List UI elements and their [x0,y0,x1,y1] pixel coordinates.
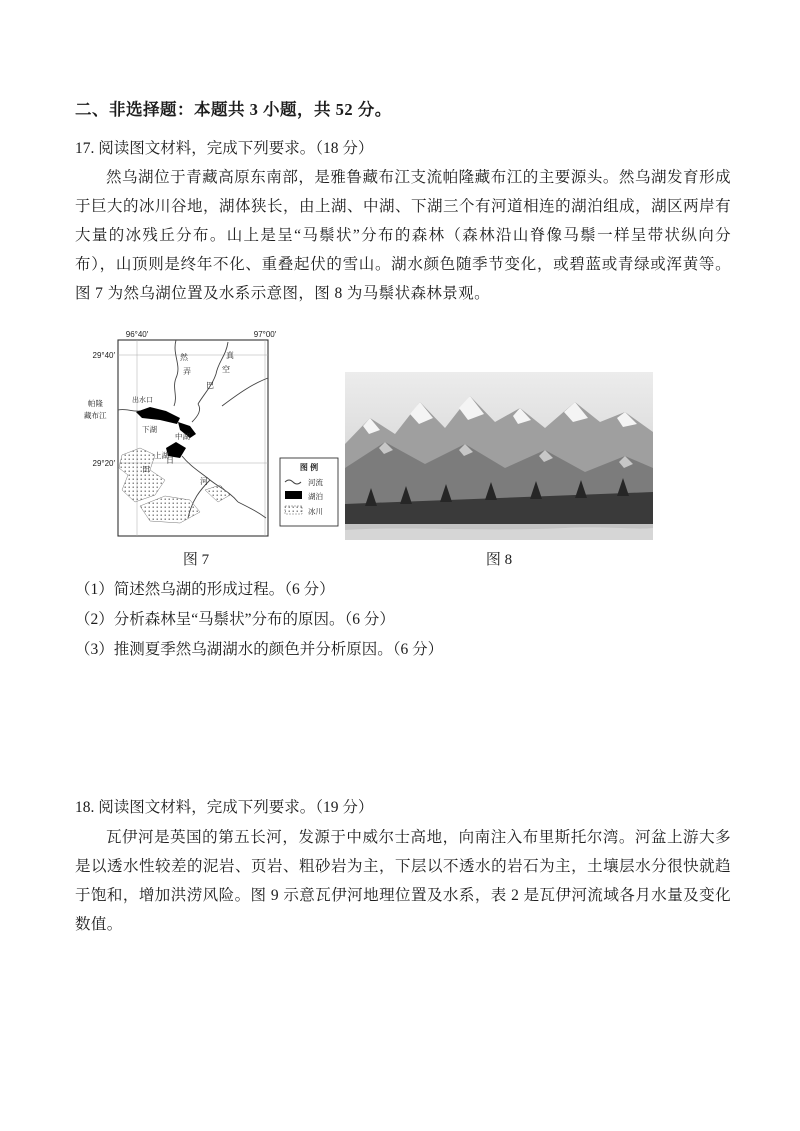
legend-river-symbol [285,480,301,484]
label-nong: 弄 [183,367,191,376]
question-17-subquestions [75,575,735,665]
label-tian: 田 [142,465,150,474]
label-middle-lake: 中湖 [175,432,190,441]
question-18-heading: 18. 阅读图文材料，完成下列要求。（19 分） [75,799,374,816]
legend-glacier-label: 冰川 [308,507,323,516]
coord-left-bottom: 29°20′ [92,459,115,468]
map-glaciers [119,448,230,523]
map-legend [280,458,338,526]
question-17-3: （3）推测夏季然乌湖湖水的颜色并分析原因。（6 分） [75,641,444,658]
coord-top-left: 96°40′ [125,330,149,339]
question-17-passage: 然乌湖位于青藏高原东南部，是雅鲁藏布江支流帕隆藏布江的主要源头。然乌湖发育形成于巨大的冰川谷地，湖体狭长，由上湖、中湖、下湖三个有河道相连的湖泊组成，湖区两岸有大量的冰残丘分布。山上是呈“马鬃状”分布的森林（森林沿山脊像马鬃一样呈带状纵向分布），山顶则是终年不化、重叠起伏的雪山。湖水颜色随季节变化，或碧蓝或青绿或浑黄等。图 7 为然乌湖位置及水系示意图，图 8 为马鬃状森林景观。 [75,169,731,302]
photo-svg [345,372,653,540]
label-zhen: 真 [226,351,234,360]
figure7-map [80,330,345,545]
label-palong-2: 藏布江 [84,411,107,420]
figure7-caption: 图 7 [182,552,210,568]
legend-lake-label: 湖泊 [308,492,323,501]
label-lower-lake: 下湖 [142,425,157,434]
label-ba: 巴 [206,381,214,390]
label-palong-1: 帕隆 [88,399,103,408]
map-svg [80,330,345,545]
label-ran: 然 [180,353,188,362]
figure8-photo [345,372,653,540]
legend-lake-symbol [285,491,302,499]
legend-river-label: 河流 [308,478,323,487]
label-kong: 空 [222,365,230,374]
section-header: 二、非选择题：本题共 3 小题，共 52 分。 [75,100,392,119]
legend-glacier-symbol [285,506,302,514]
label-upper-lake: 上湖 [154,451,169,460]
question-17-heading: 17. 阅读图文材料，完成下列要求。（18 分） [75,140,374,157]
figure8-caption: 图 8 [485,552,513,568]
label-ri: 日 [166,456,174,465]
coord-top-right: 97°00′ [253,330,277,339]
legend-title: 图 例 [299,463,319,472]
question-17-2: （2）分析森林呈“马鬃状”分布的原因。（6 分） [75,611,395,628]
question-17-1: （1）简述然乌湖的形成过程。（6 分） [75,581,335,598]
label-he: 河 [200,477,208,486]
coord-left-top: 29°40′ [92,351,115,360]
lake-lower [136,407,180,424]
label-outlet: 出水口 [132,397,153,404]
question-18-passage: 瓦伊河是英国的第五长河，发源于中威尔士高地，向南注入布里斯托尔湾。河盆上游大多是以透水性较差的泥岩、页岩、粗砂岩为主，下层以不透水的岩石为主，土壤层水分很快就趋于饱和，增加洪涝风险。图 9 示意瓦伊河地理位置及水系，表 2 是瓦伊河流域各月水量及变化数值。 [75,829,731,933]
